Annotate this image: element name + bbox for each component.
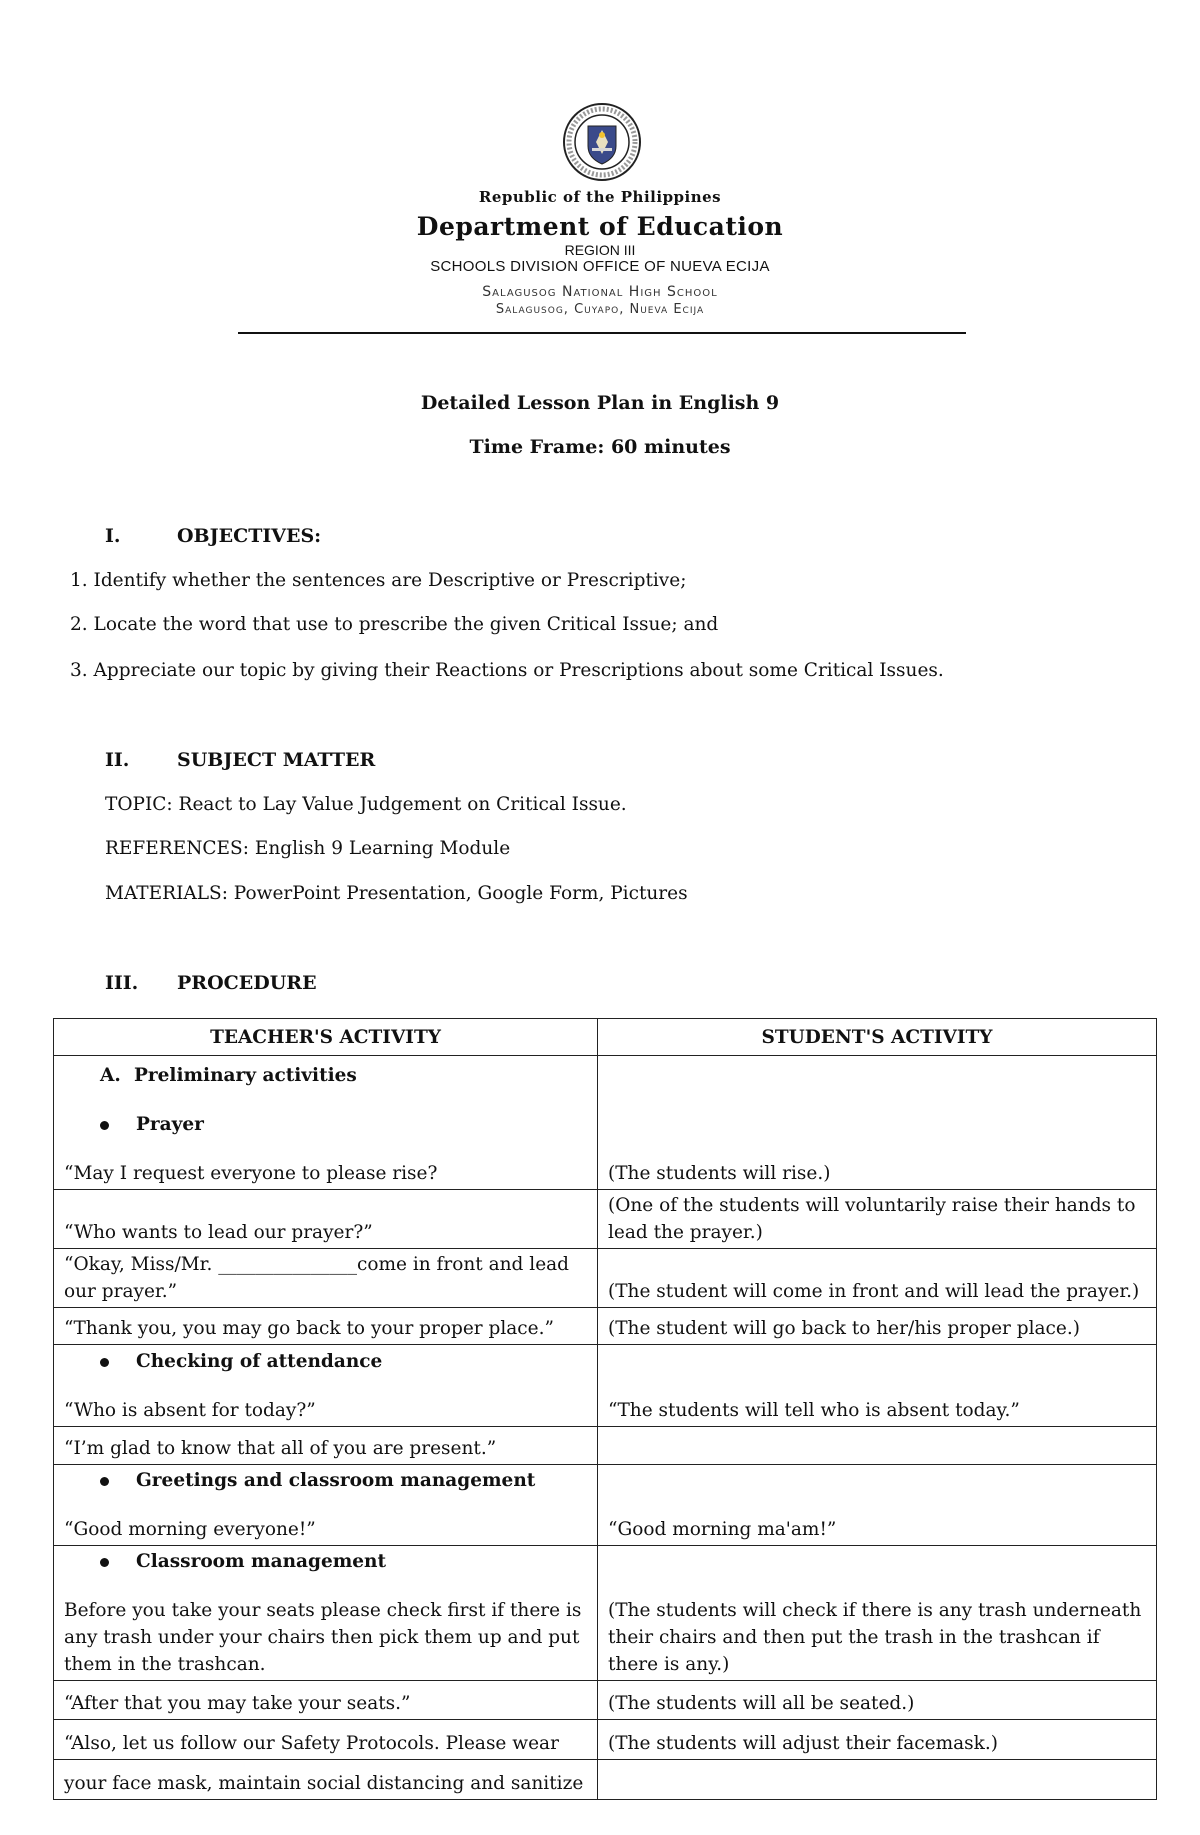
bullet-icon — [100, 1121, 109, 1130]
objective-item-1: 1. Identify whether the sentences are Descriptive or Prescriptive; — [70, 570, 687, 591]
subject-matter-heading — [105, 749, 375, 771]
teacher-cell — [54, 1056, 598, 1190]
table-row — [54, 1760, 1157, 1800]
objective-item-3: 3. Appreciate our topic by giving their Reactions or Prescriptions about some Critical Issues. — [70, 660, 944, 681]
table-row — [54, 1720, 1157, 1760]
section-title: OBJECTIVES: — [177, 525, 322, 547]
header-republic: Republic of the Philippines — [478, 188, 722, 206]
teacher-cell — [54, 1546, 598, 1681]
header-school: Salagusog National High School — [482, 284, 718, 300]
section-number: II. — [105, 749, 130, 771]
objective-item-2: 2. Locate the word that use to prescribe the given Critical Issue; and — [70, 614, 719, 635]
section-title: SUBJECT MATTER — [177, 749, 376, 771]
table-row — [54, 1056, 1157, 1190]
teacher-line: “Who is absent for today?” — [64, 1400, 316, 1421]
references-line: REFERENCES: English 9 Learning Module — [105, 838, 511, 859]
time-frame: Time Frame: 60 minutes — [469, 436, 731, 458]
bullet-label: Classroom management — [136, 1551, 387, 1572]
student-cell: (The students will rise.) — [598, 1056, 1157, 1190]
section-number: III. — [105, 972, 139, 994]
teacher-cell: “Who wants to lead our prayer?” — [54, 1190, 598, 1249]
header-divider — [238, 332, 966, 334]
teacher-cell: your face mask, maintain social distancing and sanitize — [54, 1760, 598, 1800]
teacher-activity-header: TEACHER'S ACTIVITY — [54, 1019, 598, 1056]
deped-seal-icon — [562, 102, 642, 182]
procedure-heading — [105, 972, 317, 994]
subsection-a — [64, 1062, 589, 1089]
section-title: PROCEDURE — [177, 972, 317, 994]
table-row — [54, 1546, 1157, 1681]
student-activity-header: STUDENT'S ACTIVITY — [598, 1019, 1157, 1056]
teacher-line: “Good morning everyone!” — [64, 1519, 316, 1540]
materials-line: MATERIALS: PowerPoint Presentation, Google Form, Pictures — [105, 883, 688, 904]
teacher-cell: “I’m glad to know that all of you are present.” — [54, 1427, 598, 1465]
teacher-cell — [54, 1345, 598, 1427]
teacher-cell: “Also, let us follow our Safety Protocols. Please wear — [54, 1720, 598, 1760]
student-cell: (The students will check if there is any trash underneath their chairs and then put the trash in the trashcan if there is any.) — [598, 1546, 1157, 1681]
table-row — [54, 1190, 1157, 1249]
lesson-title: Detailed Lesson Plan in English 9 — [420, 392, 780, 414]
header-region: REGION III — [564, 242, 636, 258]
table-row — [54, 1427, 1157, 1465]
table-row — [54, 1345, 1157, 1427]
bullet-greetings — [64, 1467, 589, 1494]
bullet-label: Checking of attendance — [136, 1351, 383, 1372]
student-cell: “The students will tell who is absent today.” — [598, 1345, 1157, 1427]
table-row — [54, 1308, 1157, 1345]
teacher-cell: “After that you may take your seats.” — [54, 1681, 598, 1720]
section-number: I. — [105, 525, 121, 547]
student-cell — [598, 1427, 1157, 1465]
bullet-label: Prayer — [136, 1114, 204, 1135]
teacher-line: Before you take your seats please check first if there is any trash under your chairs then pick them up and put them in the trashcan. — [64, 1600, 582, 1675]
procedure-table — [53, 1018, 1157, 1800]
student-cell: (One of the students will voluntarily raise their hands to lead the prayer.) — [598, 1190, 1157, 1249]
subsection-letter: A. — [100, 1065, 121, 1086]
bullet-icon — [100, 1477, 109, 1486]
student-cell: (The students will all be seated.) — [598, 1681, 1157, 1720]
teacher-cell: “Okay, Miss/Mr. _______________come in front and lead our prayer.” — [54, 1249, 598, 1308]
header-division: SCHOOLS DIVISION OFFICE OF NUEVA ECIJA — [430, 258, 770, 275]
bullet-classroom-management — [64, 1548, 589, 1575]
bullet-attendance — [64, 1348, 589, 1375]
student-cell — [598, 1760, 1157, 1800]
teacher-line: “May I request everyone to please rise? — [64, 1163, 438, 1184]
header-department: Department of Education — [416, 212, 784, 241]
student-cell: (The student will come in front and will lead the prayer.) — [598, 1249, 1157, 1308]
header-address: Salagusog, Cuyapo, Nueva Ecija — [495, 302, 705, 317]
bullet-label: Greetings and classroom management — [136, 1470, 536, 1491]
table-row — [54, 1681, 1157, 1720]
table-row — [54, 1249, 1157, 1308]
objectives-heading — [105, 525, 321, 547]
bullet-prayer — [64, 1111, 589, 1138]
table-header-row — [54, 1019, 1157, 1056]
student-cell: (The students will adjust their facemask.) — [598, 1720, 1157, 1760]
teacher-cell — [54, 1465, 598, 1546]
subsection-label: Preliminary activities — [134, 1065, 357, 1086]
topic-line: TOPIC: React to Lay Value Judgement on Critical Issue. — [105, 794, 627, 815]
student-cell: (The student will go back to her/his proper place.) — [598, 1308, 1157, 1345]
student-cell: “Good morning ma'am!” — [598, 1465, 1157, 1546]
teacher-cell: “Thank you, you may go back to your proper place.” — [54, 1308, 598, 1345]
bullet-icon — [100, 1358, 109, 1367]
bullet-icon — [100, 1558, 109, 1567]
table-row — [54, 1465, 1157, 1546]
